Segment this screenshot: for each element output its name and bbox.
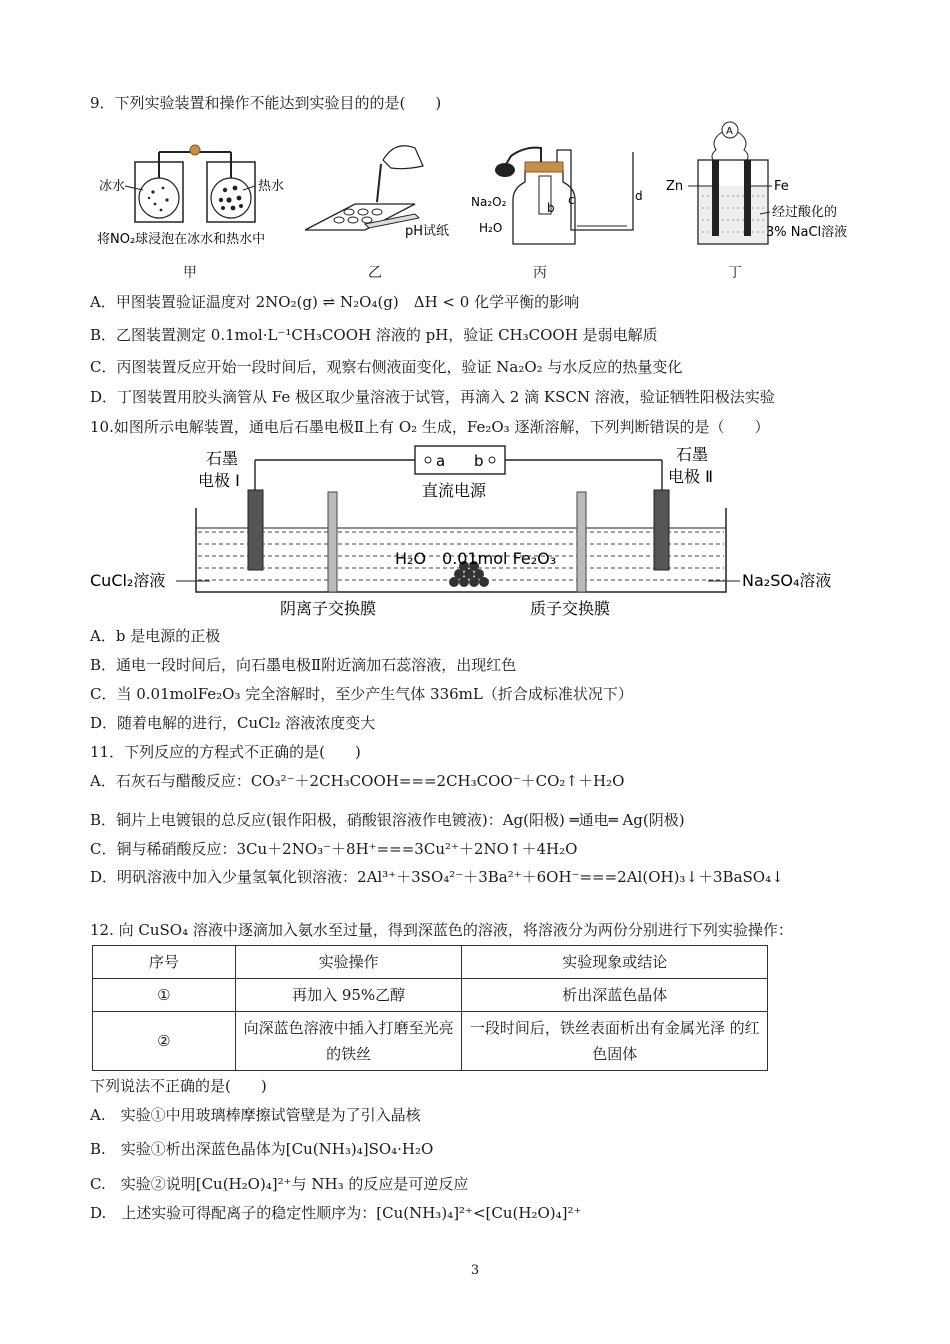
q11-option-c: C．铜与稀硝酸反应：3Cu＋2NO₃⁻＋8H⁺===3Cu²⁺＋2NO↑＋4H₂O: [90, 840, 578, 858]
table-cell: 一段时间后，铁丝表面析出有金属光泽 的红色固体: [462, 1012, 768, 1071]
bing-h2o: H₂O: [479, 221, 503, 235]
table-header: 实验现象或结论: [462, 946, 768, 979]
jia-name: 甲: [183, 265, 197, 281]
bing-c: c: [568, 193, 575, 207]
q9-option-a: A．甲图装置验证温度对 2NO₂(g) ⇌ N₂O₄(g) ΔH < 0 化学平衡的影响: [90, 293, 580, 311]
bing-na2o2: Na₂O₂: [471, 195, 507, 209]
ding-sol2: 3% NaCl溶液: [766, 225, 848, 240]
q10-option-a: A．b 是电源的正极: [90, 627, 221, 645]
table-cell: ②: [93, 1012, 236, 1071]
q12-option-d: D. 上述实验可得配离子的稳定性顺序为：[Cu(NH₃)₄]²⁺<[Cu(H₂O)₄]²⁺: [90, 1204, 582, 1222]
q9-option-c: C．丙图装置反应开始一段时间后，观察右侧液面变化，验证 Na₂O₂ 与水反应的热量变化: [90, 358, 683, 376]
q11-option-d: D．明矾溶液中加入少量氢氧化钡溶液：2Al³⁺＋3SO₄²⁻＋3Ba²⁺＋6OH⁻===2Al(OH)₃↓＋3BaSO₄↓: [90, 868, 784, 886]
terminal-a: a: [436, 452, 446, 470]
q10-stem: 10.如图所示电解装置，通电后石墨电极Ⅱ上有 O₂ 生成，Fe₂O₃ 逐渐溶解，下列判断错误的是（ ）: [90, 418, 770, 436]
table-header-row: [93, 946, 768, 979]
power-label: 直流电源: [422, 481, 487, 500]
ding-name: 丁: [728, 265, 742, 281]
left-solution: CuCl₂溶液: [90, 571, 166, 590]
figure-ding: [660, 120, 860, 250]
table-row: [93, 1012, 768, 1071]
ding-sol1: 经过酸化的: [772, 205, 838, 220]
jia-right-label: 热水: [258, 179, 285, 194]
table-cell: 向深蓝色溶液中插入打磨至光亮的铁丝: [235, 1012, 462, 1071]
figure-jia: [95, 140, 295, 250]
electrode1-line2: 电极 Ⅰ: [198, 471, 240, 490]
q12-sub-stem: 下列说法不正确的是( ): [90, 1077, 267, 1095]
ding-zn: Zn: [666, 179, 684, 194]
q10-option-b: B．通电一段时间后，向石墨电极Ⅱ附近滴加石蕊溶液，出现红色: [90, 656, 517, 674]
q10-option-c: C．当 0.01molFe₂O₃ 完全溶解时，至少产生气体 336mL（折合成标准状况下）: [90, 685, 633, 703]
figure-yi: [305, 140, 465, 250]
yi-label: pH试纸: [405, 224, 450, 239]
q10-option-d: D．随着电解的进行，CuCl₂ 溶液浓度变大: [90, 714, 376, 732]
q9-stem: 9．下列实验装置和操作不能达到实验目的的是( ): [90, 94, 442, 112]
ding-fe: Fe: [774, 179, 789, 194]
experiment-table: [92, 945, 768, 1071]
membrane2-label: 质子交换膜: [530, 599, 611, 618]
jia-left-label: 冰水: [99, 179, 126, 194]
table-cell: 析出深蓝色晶体: [462, 979, 768, 1012]
table-row: [93, 979, 768, 1012]
q11-stem: 11．下列反应的方程式不正确的是( ): [90, 743, 361, 761]
bing-d: d: [635, 189, 643, 203]
page-number: 3: [470, 1263, 480, 1278]
electrode1-line1: 石墨: [206, 449, 239, 468]
ding-a: A: [726, 126, 733, 137]
right-solution: Na₂SO₄溶液: [742, 571, 832, 590]
q11-option-a: A．石灰石与醋酸反应：CO₃²⁻＋2CH₃COOH===2CH₃COO⁻＋CO₂↑＋H₂O: [90, 772, 625, 790]
electrolysis-figure: [90, 440, 850, 620]
q12-option-c: C. 实验②说明[Cu(H₂O)₄]²⁺与 NH₃ 的反应是可逆反应: [90, 1175, 469, 1193]
electrode2-line2: 电极 Ⅱ: [668, 467, 713, 486]
table-cell: 再加入 95%乙醇: [235, 979, 462, 1012]
bing-b: b: [547, 201, 555, 215]
table-header: 实验操作: [235, 946, 462, 979]
yi-name: 乙: [368, 265, 382, 281]
jia-caption: 将NO₂球浸泡在冰水和热水中: [97, 232, 266, 247]
q11-option-b: B．铜片上电镀银的总反应(银作阳极，硝酸银溶液作电镀液)：Ag(阳极) ═通电═ Ag(阴极): [90, 811, 685, 829]
membrane1-label: 阴离子交换膜: [280, 599, 377, 618]
q9-option-b: B．乙图装置测定 0.1mol·L⁻¹CH₃COOH 溶液的 pH，验证 CH₃COOH 是弱电解质: [90, 326, 658, 344]
table-cell: ①: [93, 979, 236, 1012]
q12-option-b: B. 实验①析出深蓝色晶体为[Cu(NH₃)₄]SO₄·H₂O: [90, 1140, 434, 1158]
figure-bing: [465, 140, 645, 250]
q12-option-a: A. 实验①中用玻璃棒摩擦试管壁是为了引入晶核: [90, 1106, 421, 1124]
middle-label: H₂O 0.01mol Fe₂O₃: [395, 549, 557, 568]
table-header: 序号: [93, 946, 236, 979]
q12-stem: 12. 向 CuSO₄ 溶液中逐滴加入氨水至过量，得到深蓝色的溶液，将溶液分为两份分别进行下列实验操作：: [90, 921, 793, 939]
q9-option-d: D．丁图装置用胶头滴管从 Fe 极区取少量溶液于试管，再滴入 2 滴 KSCN 溶液，验证牺牲阳极法实验: [90, 388, 775, 406]
terminal-b: b: [474, 452, 484, 470]
bing-name: 丙: [533, 265, 547, 281]
electrode2-line1: 石墨: [676, 445, 709, 464]
